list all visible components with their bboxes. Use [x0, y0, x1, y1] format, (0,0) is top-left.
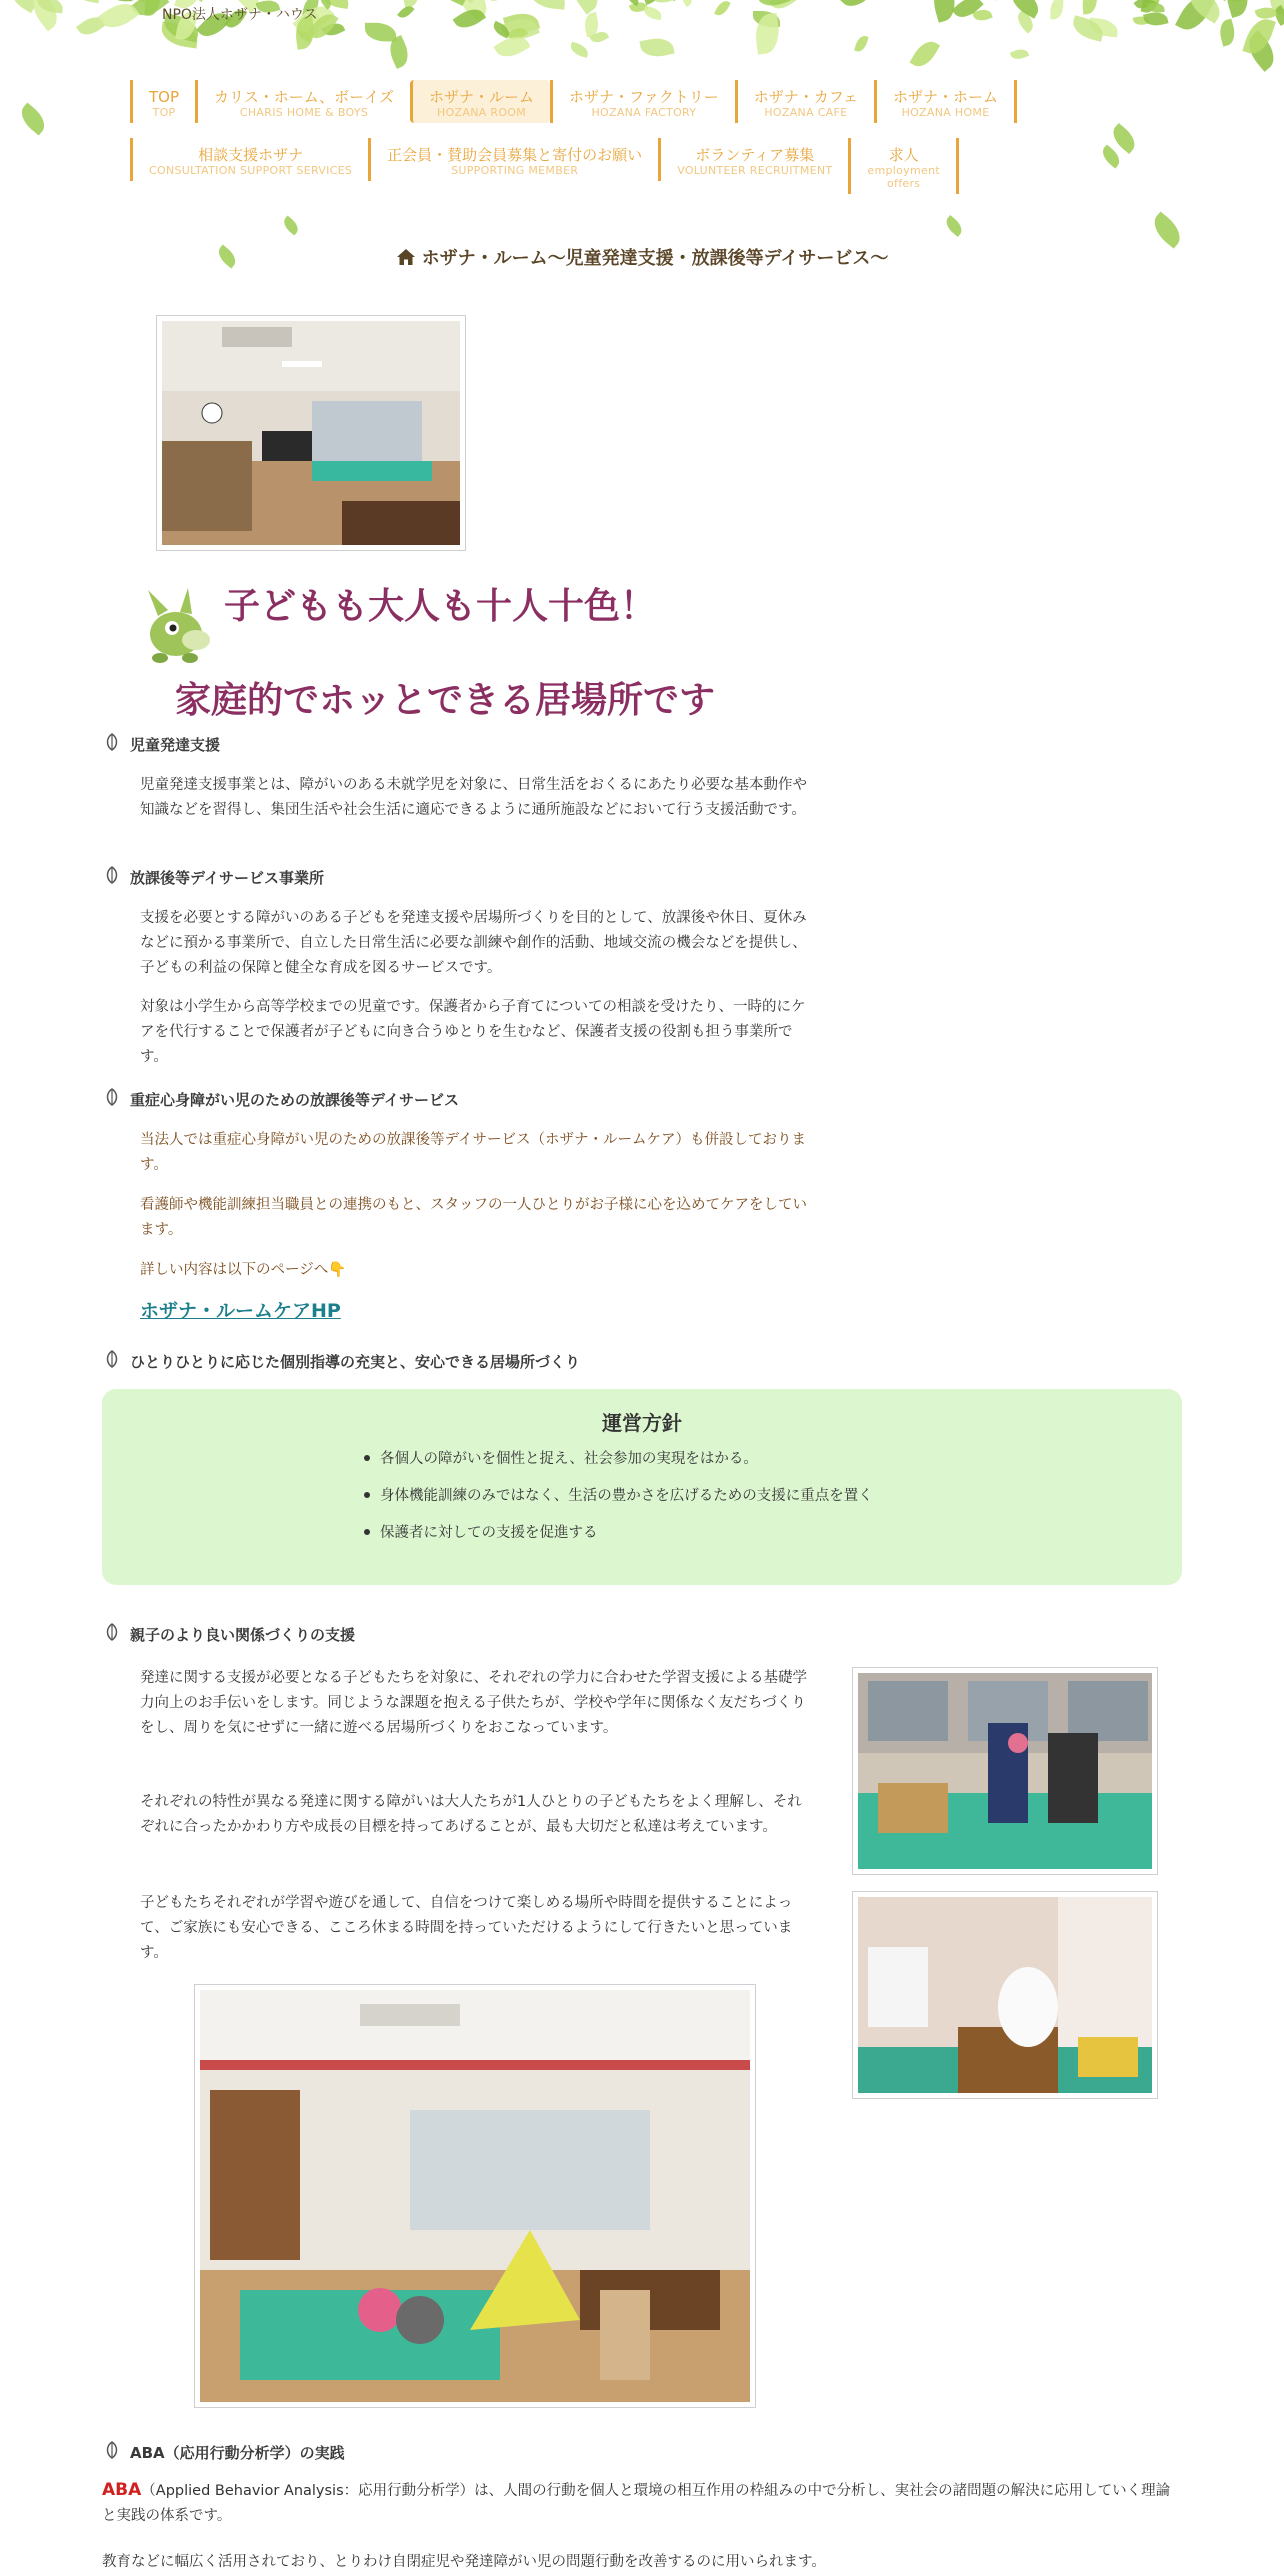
- org-name[interactable]: NPO法人ホザナ・ハウス: [162, 7, 318, 23]
- nav-item-charis-home[interactable]: [195, 80, 410, 123]
- foliage-leaf: [1081, 0, 1098, 15]
- nav-sublabel: HOZANA CAFE: [764, 106, 848, 119]
- section-title: 重症心身障がい児のための放課後等デイサービス: [130, 1090, 459, 1109]
- foliage-leaf: [639, 34, 674, 59]
- foliage-leaf: [490, 0, 505, 1]
- nav-item-recruit[interactable]: [848, 138, 959, 194]
- section-title: 親子のより良い関係づくりの支援: [130, 1625, 356, 1644]
- foliage-leaf: [715, 0, 732, 18]
- foliage-leaf: [1098, 144, 1123, 168]
- hero-line-2: 家庭的でホッとできる居場所です: [175, 679, 716, 721]
- foliage-leaf: [72, 0, 101, 3]
- nav-item-volunteer[interactable]: [658, 138, 848, 181]
- restroom-photo-image: [858, 1897, 1152, 2093]
- room-photo-image: [162, 321, 460, 545]
- section-paragraph: 子どもたちそれぞれが学習や遊びを通して、自信をつけて楽しめる場所や時間を提供することによって、ご家族にも安心できる、こころ休まる時間を持っていただけるようにして行きたいと思っています。: [140, 1895, 793, 1961]
- foliage-leaf: [678, 0, 696, 8]
- nav-sublabel: HOZANA ROOM: [437, 106, 527, 119]
- foliage-leaf: [365, 0, 390, 3]
- section-paragraph: 詳しい内容は以下のページへ👇: [140, 1262, 347, 1278]
- nav-sublabel: SUPPORTING MEMBER: [451, 164, 579, 177]
- nav-item-supporting-member[interactable]: [368, 138, 658, 181]
- nav-label: 相談支援ホザナ: [198, 146, 304, 164]
- leaf-icon: [104, 1088, 120, 1110]
- section-heading: [104, 733, 220, 755]
- room-photo: [156, 315, 466, 551]
- nav-label: 正会員・賛助会員募集と寄付のお願い: [387, 146, 643, 164]
- nav-label: ホザナ・ルーム: [429, 88, 535, 106]
- nav-item-hozana-cafe[interactable]: [735, 80, 874, 123]
- foliage-leaf: [910, 36, 940, 71]
- leaf-icon: [104, 866, 120, 888]
- playroom-photo-image: [200, 1990, 750, 2402]
- restroom-photo: [852, 1891, 1158, 2099]
- nav-label: ホザナ・カフェ: [753, 88, 859, 106]
- foliage-leaf: [1010, 46, 1030, 62]
- equipment-photo: [852, 1667, 1158, 1875]
- leaf-icon: [104, 733, 120, 755]
- foliage-leaf: [569, 41, 590, 58]
- section-paragraph: 対象は小学生から高等学校までの児童です。保護者から子育てについての相談を受けたり、一時的にケアを代行することで保護者が子どもに向き合うゆとりを生むなど、保護者支援の役割も担う事業所です。: [140, 999, 806, 1065]
- foliage-leaf: [1217, 19, 1238, 47]
- foliage-leaf: [564, 0, 606, 15]
- section-paragraph: 当法人では重症心身障がい児のための放課後等デイサービス（ホザナ・ルームケア）も併設しております。: [140, 1132, 806, 1173]
- nav-item-hozana-factory[interactable]: [550, 80, 735, 123]
- section-title: ABA（応用行動分析学）の実践: [130, 2443, 345, 2462]
- foliage-leaf: [1221, 0, 1253, 18]
- section-heading: [104, 1623, 355, 1645]
- playroom-photo: [194, 1984, 756, 2408]
- equipment-photo-image: [858, 1673, 1152, 1869]
- aba-paragraph-2: 教育などに幅広く活用されており、とりわけ自閉症児や発達障がい児の問題行動を改善するのに用いられます。: [102, 2554, 826, 2570]
- foliage-leaf: [16, 102, 51, 135]
- section-paragraph: 児童発達支援事業とは、障がいのある未就学児を対象に、日常生活をおくるにあたり必要な基本動作や知識などを習得し、集団生活や社会生活に適応できるように通所施設などにおいて行う支援活動です。: [140, 777, 807, 818]
- nav-label: カリス・ホーム、ボーイズ: [214, 88, 395, 106]
- nav-label: ボランティア募集: [695, 146, 815, 164]
- foliage-leaf: [839, 0, 878, 13]
- nav-item-consultation[interactable]: [130, 138, 368, 181]
- aba-definition: （Applied Behavior Analysis：応用行動分析学）は、人間の行動を個人と環境の相互作用の枠組みの中で分析し、実社会の諸問題の解決に応用していく理論と実践の体系です。: [102, 2483, 1171, 2524]
- nav-label: 求人: [888, 146, 919, 164]
- main-nav-row-2: [130, 138, 959, 194]
- nav-sublabel: CHARIS HOME & BOYS: [239, 106, 369, 119]
- leaf-icon: [104, 1623, 120, 1645]
- foliage-leaf: [529, 0, 566, 9]
- foliage-leaf: [1051, 0, 1064, 19]
- aba-acronym: ABA: [102, 2480, 142, 2500]
- nav-sublabel: HOZANA FACTORY: [591, 106, 697, 119]
- page-title: [0, 244, 1284, 271]
- foliage-leaf: [98, 0, 140, 35]
- nav-sublabel: HOZANA HOME: [901, 106, 990, 119]
- policy-item: 各個人の障がいを個性と捉え、社会参加の実現をはかる。: [380, 1447, 873, 1484]
- nav-sublabel: employment: [867, 164, 940, 177]
- main-nav-row-1: [130, 80, 1017, 123]
- section-heading: [104, 1088, 459, 1110]
- policy-title: 運営方針: [602, 1411, 682, 1435]
- nav-label: ホザナ・ファクトリー: [569, 88, 719, 106]
- foliage-leaf: [497, 0, 522, 1]
- nav-label: TOP: [149, 88, 180, 106]
- room-care-link[interactable]: ホザナ・ルームケアHP: [140, 1300, 341, 1322]
- nav-sublabel: CONSULTATION SUPPORT SERVICES: [149, 164, 353, 177]
- foliage-leaf: [643, 6, 663, 20]
- section-paragraph: 発達に関する支援が必要となる子どもたちを対象に、それぞれの学力に合わせた学習支援による基礎学力向上のお手伝いをします。同じような課題を抱える子供たちが、学校や学年に関係なく友だちづくりをし、周りを気にせずに一緒に遊べる居場所づくりをおこなっています。: [140, 1670, 807, 1736]
- section-title: ひとりひとりに応じた個別指導の充実と、安心できる居場所づくり: [130, 1352, 581, 1371]
- section-heading: [104, 1350, 580, 1372]
- nav-item-hozana-home[interactable]: [874, 80, 1017, 123]
- page-title-text: ホザナ・ルーム～児童発達支援・放課後等デイサービス～: [421, 248, 889, 269]
- aba-paragraph: [102, 2478, 1182, 2529]
- leaf-icon: [104, 2441, 120, 2463]
- section-heading: [104, 866, 324, 888]
- leaf-icon: [104, 1350, 120, 1372]
- donkey-mascot-icon: [140, 586, 216, 666]
- foliage-leaf: [365, 22, 396, 41]
- policy-item: 保護者に対しての支援を促進する: [380, 1521, 873, 1558]
- section-paragraph: それぞれの特性が異なる発達に関する障がいは大人たちが1人ひとりの子どもたちをよく理解し、それぞれに合ったかかわり方や成長の目標を持ってあげることが、最も大切だと私達は考えています。: [140, 1794, 802, 1835]
- section-heading: [104, 2441, 345, 2463]
- nav-sublabel-2: offers: [887, 177, 921, 191]
- foliage-leaf: [942, 215, 965, 237]
- foliage-leaf: [854, 35, 868, 54]
- section-paragraph: 支援を必要とする障がいのある子どもを発達支援や居場所づくりを目的として、放課後や休日、夏休みなどに預かる事業所で、自立した日常生活に必要な訓練や創作的活動、地域交流の機会などを提供し、子どもの利益の保障と健全な育成を図るサービスです。: [140, 910, 807, 976]
- policy-item: 身体機能訓練のみではなく、生活の豊かさを広げるための支援に重点を置く: [380, 1484, 873, 1521]
- nav-item-hozana-room[interactable]: [410, 80, 550, 123]
- nav-label: ホザナ・ホーム: [893, 88, 999, 106]
- section-title: 児童発達支援: [130, 735, 221, 754]
- section-paragraph: 看護師や機能訓練担当職員との連携のもと、スタッフの一人ひとりがお子様に心を込めてケアをしています。: [140, 1197, 807, 1238]
- nav-sublabel: VOLUNTEER RECRUITMENT: [677, 164, 833, 177]
- nav-sublabel: TOP: [152, 106, 176, 119]
- nav-item-top[interactable]: [130, 80, 195, 123]
- home-icon: [396, 248, 416, 271]
- hero-line-1: 子どもも大人も十人十色！: [224, 585, 657, 627]
- foliage-leaf: [281, 215, 302, 235]
- section-title: 放課後等デイサービス事業所: [130, 868, 324, 887]
- foliage-leaf: [358, 0, 379, 1]
- policy-list: [380, 1447, 873, 1558]
- policy-box: [102, 1389, 1182, 1585]
